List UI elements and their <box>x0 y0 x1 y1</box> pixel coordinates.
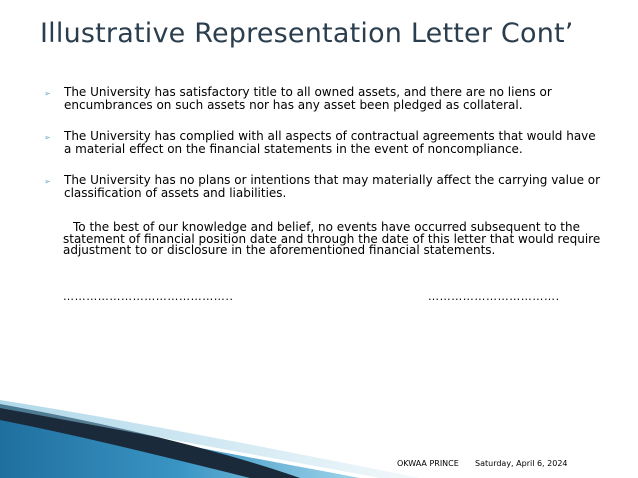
bullet-arrow-icon: ➢ <box>44 89 51 98</box>
slide-title: Illustrative Representation Letter Cont’ <box>40 18 574 49</box>
bullet-item <box>44 130 604 156</box>
bullet-item <box>44 174 604 200</box>
bullet-list <box>44 86 604 200</box>
signature-line-right: ……………………………. <box>428 290 560 303</box>
closing-paragraph: To the best of our knowledge and belief, no events have occurred subsequent to the statement of financial position date and through the date of this letter that would require adjustment to or disclosure in the aforementioned financial statements. <box>63 220 601 257</box>
bullet-arrow-icon: ➢ <box>44 177 51 186</box>
bullet-text: The University has complied with all aspects of contractual agreements that would have a material effect on the financial statements in the event of noncompliance. <box>64 129 596 156</box>
signature-line-left: …………………………………….. <box>63 290 234 303</box>
bullet-item <box>44 86 604 112</box>
footer-date: Saturday, April 6, 2024 <box>475 459 568 468</box>
footer-author: OKWAA PRINCE <box>397 459 459 468</box>
bullet-text: The University has no plans or intentions that may materially affect the carrying value or classification of assets and liabilities. <box>64 173 601 200</box>
bullet-arrow-icon: ➢ <box>44 133 51 142</box>
bullet-text: The University has satisfactory title to all owned assets, and there are no liens or encumbrances on such assets nor has any asset been pledged as collateral. <box>64 85 552 112</box>
